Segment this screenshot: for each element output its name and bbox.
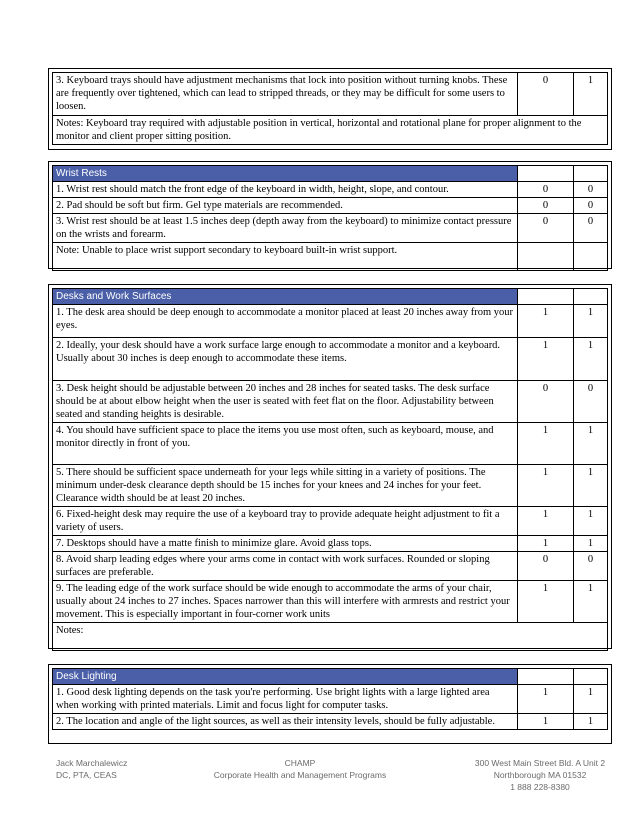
score-a: 1	[518, 423, 574, 465]
notes-row	[53, 116, 608, 145]
table-row	[53, 714, 608, 730]
score-a: 0	[518, 552, 574, 581]
table-row	[53, 465, 608, 507]
item-text: 5. There should be sufficient space underneath for your legs while sitting in a variety of positions. The minimum under-desk clearance depth should be 15 inches for your knees and 24 inches for your feet. Clearance width should be at least 20 inches.	[53, 465, 518, 507]
header-blank	[518, 166, 574, 182]
item-text: 2. Ideally, your desk should have a work surface large enough to accommodate a monitor and a keyboard. Usually about 30 inches is deep enough to accommodate these items.	[53, 338, 518, 381]
table-row	[53, 305, 608, 338]
section-title: Desk Lighting	[53, 669, 518, 685]
table-row	[53, 182, 608, 198]
table-row	[53, 423, 608, 465]
notes-row	[53, 623, 608, 651]
keyboard-tray-table	[52, 72, 608, 145]
desks-table	[52, 288, 608, 651]
item-text: 1. The desk area should be deep enough to accommodate a monitor placed at least 20 inches away from your eyes.	[53, 305, 518, 338]
header-blank	[518, 289, 574, 305]
score-a: 1	[518, 714, 574, 730]
footer-center	[200, 757, 400, 781]
org-full-name: Corporate Health and Management Programs	[213, 770, 387, 780]
score-b: 1	[574, 423, 608, 465]
score-a: 0	[518, 214, 574, 243]
item-text: 3. Desk height should be adjustable between 20 inches and 28 inches for seated tasks. The desk surface should be at about elbow height when the user is seated with feet flat on the floor. Adjustability between seated and standing heights is desirable.	[53, 381, 518, 423]
desk-lighting-table	[52, 668, 608, 730]
wrist-rests-section	[52, 165, 608, 271]
score-b: 1	[574, 714, 608, 730]
item-text: 6. Fixed-height desk may require the use of a keyboard tray to provide adequate height adjustment to fit a variety of users.	[53, 507, 518, 536]
desk-lighting-section	[52, 668, 608, 730]
score-b: 1	[574, 536, 608, 552]
score-a: 1	[518, 338, 574, 381]
table-row	[53, 214, 608, 243]
section-header	[53, 669, 608, 685]
address-line2: Northborough MA 01532	[493, 770, 587, 780]
table-row	[53, 552, 608, 581]
author-name: Jack Marchalewicz	[56, 758, 128, 768]
score-a: 1	[518, 305, 574, 338]
score-b: 1	[574, 581, 608, 623]
score-a: 0	[518, 182, 574, 198]
wrist-rests-table	[52, 165, 608, 271]
item-text: 1. Wrist rest should match the front edge of the keyboard in width, height, slope, and contour.	[53, 182, 518, 198]
score-a: 0	[518, 73, 574, 116]
footer-left	[56, 757, 127, 781]
score-a: 0	[518, 198, 574, 214]
section-header	[53, 289, 608, 305]
item-text: 2. The location and angle of the light sources, as well as their intensity levels, should be fully adjustable.	[53, 714, 518, 730]
header-blank	[518, 669, 574, 685]
section-header	[53, 166, 608, 182]
notes-text: Notes:	[53, 623, 608, 651]
header-blank	[574, 669, 608, 685]
score-a: 1	[518, 465, 574, 507]
desks-section	[52, 288, 608, 651]
score-a: 0	[518, 381, 574, 423]
score-a: 1	[518, 507, 574, 536]
section-title: Desks and Work Surfaces	[53, 289, 518, 305]
score-b: 0	[574, 182, 608, 198]
score-b: 0	[574, 381, 608, 423]
notes-row	[53, 243, 608, 271]
address-line1: 300 West Main Street Bld. A Unit 2	[474, 758, 606, 768]
score-b: 1	[574, 507, 608, 536]
table-row	[53, 507, 608, 536]
item-text: 3. Keyboard trays should have adjustment mechanisms that lock into position without turning knobs. These are frequently over tightened, which can lead to stripped threads, or they may be difficult for some users to loosen.	[53, 73, 518, 116]
item-text: 8. Avoid sharp leading edges where your arms come in contact with work surfaces. Rounded or sloping surfaces are preferable.	[53, 552, 518, 581]
notes-blank	[574, 243, 608, 271]
score-a: 1	[518, 536, 574, 552]
score-b: 1	[574, 73, 608, 116]
table-row	[53, 381, 608, 423]
item-text: 4. You should have sufficient space to place the items you use most often, such as keyboard, mouse, and monitor directly in front of you.	[53, 423, 518, 465]
score-a: 1	[518, 581, 574, 623]
table-row	[53, 198, 608, 214]
score-b: 1	[574, 685, 608, 714]
keyboard-tray-section	[52, 72, 608, 145]
notes-text: Note: Unable to place wrist support secondary to keyboard built-in wrist support.	[53, 243, 518, 271]
table-row	[53, 338, 608, 381]
item-text: 1. Good desk lighting depends on the task you're performing. Use bright lights with a large lighted area when working with printed materials. Limit and focus light for computer tasks.	[53, 685, 518, 714]
org-short-name: CHAMP	[284, 758, 316, 768]
phone-number: 1 888 228-8380	[510, 782, 570, 792]
score-b: 1	[574, 465, 608, 507]
score-b: 1	[574, 338, 608, 381]
author-credentials: DC, PTA, CEAS	[56, 770, 117, 780]
score-b: 0	[574, 552, 608, 581]
table-row	[53, 581, 608, 623]
score-a: 1	[518, 685, 574, 714]
footer-right	[460, 757, 620, 793]
header-blank	[574, 289, 608, 305]
table-row	[53, 685, 608, 714]
table-row	[53, 536, 608, 552]
item-text: 9. The leading edge of the work surface should be wide enough to accommodate the arms of your chair, usually about 24 inches to 27 inches. Spaces narrower than this will interfere with armrests and restrict your movement. This is especially important in four-corner work units	[53, 581, 518, 623]
notes-text: Notes: Keyboard tray required with adjustable position in vertical, horizontal and rotational plane for proper alignment to the monitor and client proper sitting position.	[53, 116, 608, 145]
item-text: 7. Desktops should have a matte finish to minimize glare. Avoid glass tops.	[53, 536, 518, 552]
section-title: Wrist Rests	[53, 166, 518, 182]
item-text: 3. Wrist rest should be at least 1.5 inches deep (depth away from the keyboard) to minimize contact pressure on the wrists and forearm.	[53, 214, 518, 243]
notes-blank	[518, 243, 574, 271]
item-text: 2. Pad should be soft but firm. Gel type materials are recommended.	[53, 198, 518, 214]
score-b: 0	[574, 198, 608, 214]
score-b: 1	[574, 305, 608, 338]
table-row	[53, 73, 608, 116]
header-blank	[574, 166, 608, 182]
score-b: 0	[574, 214, 608, 243]
